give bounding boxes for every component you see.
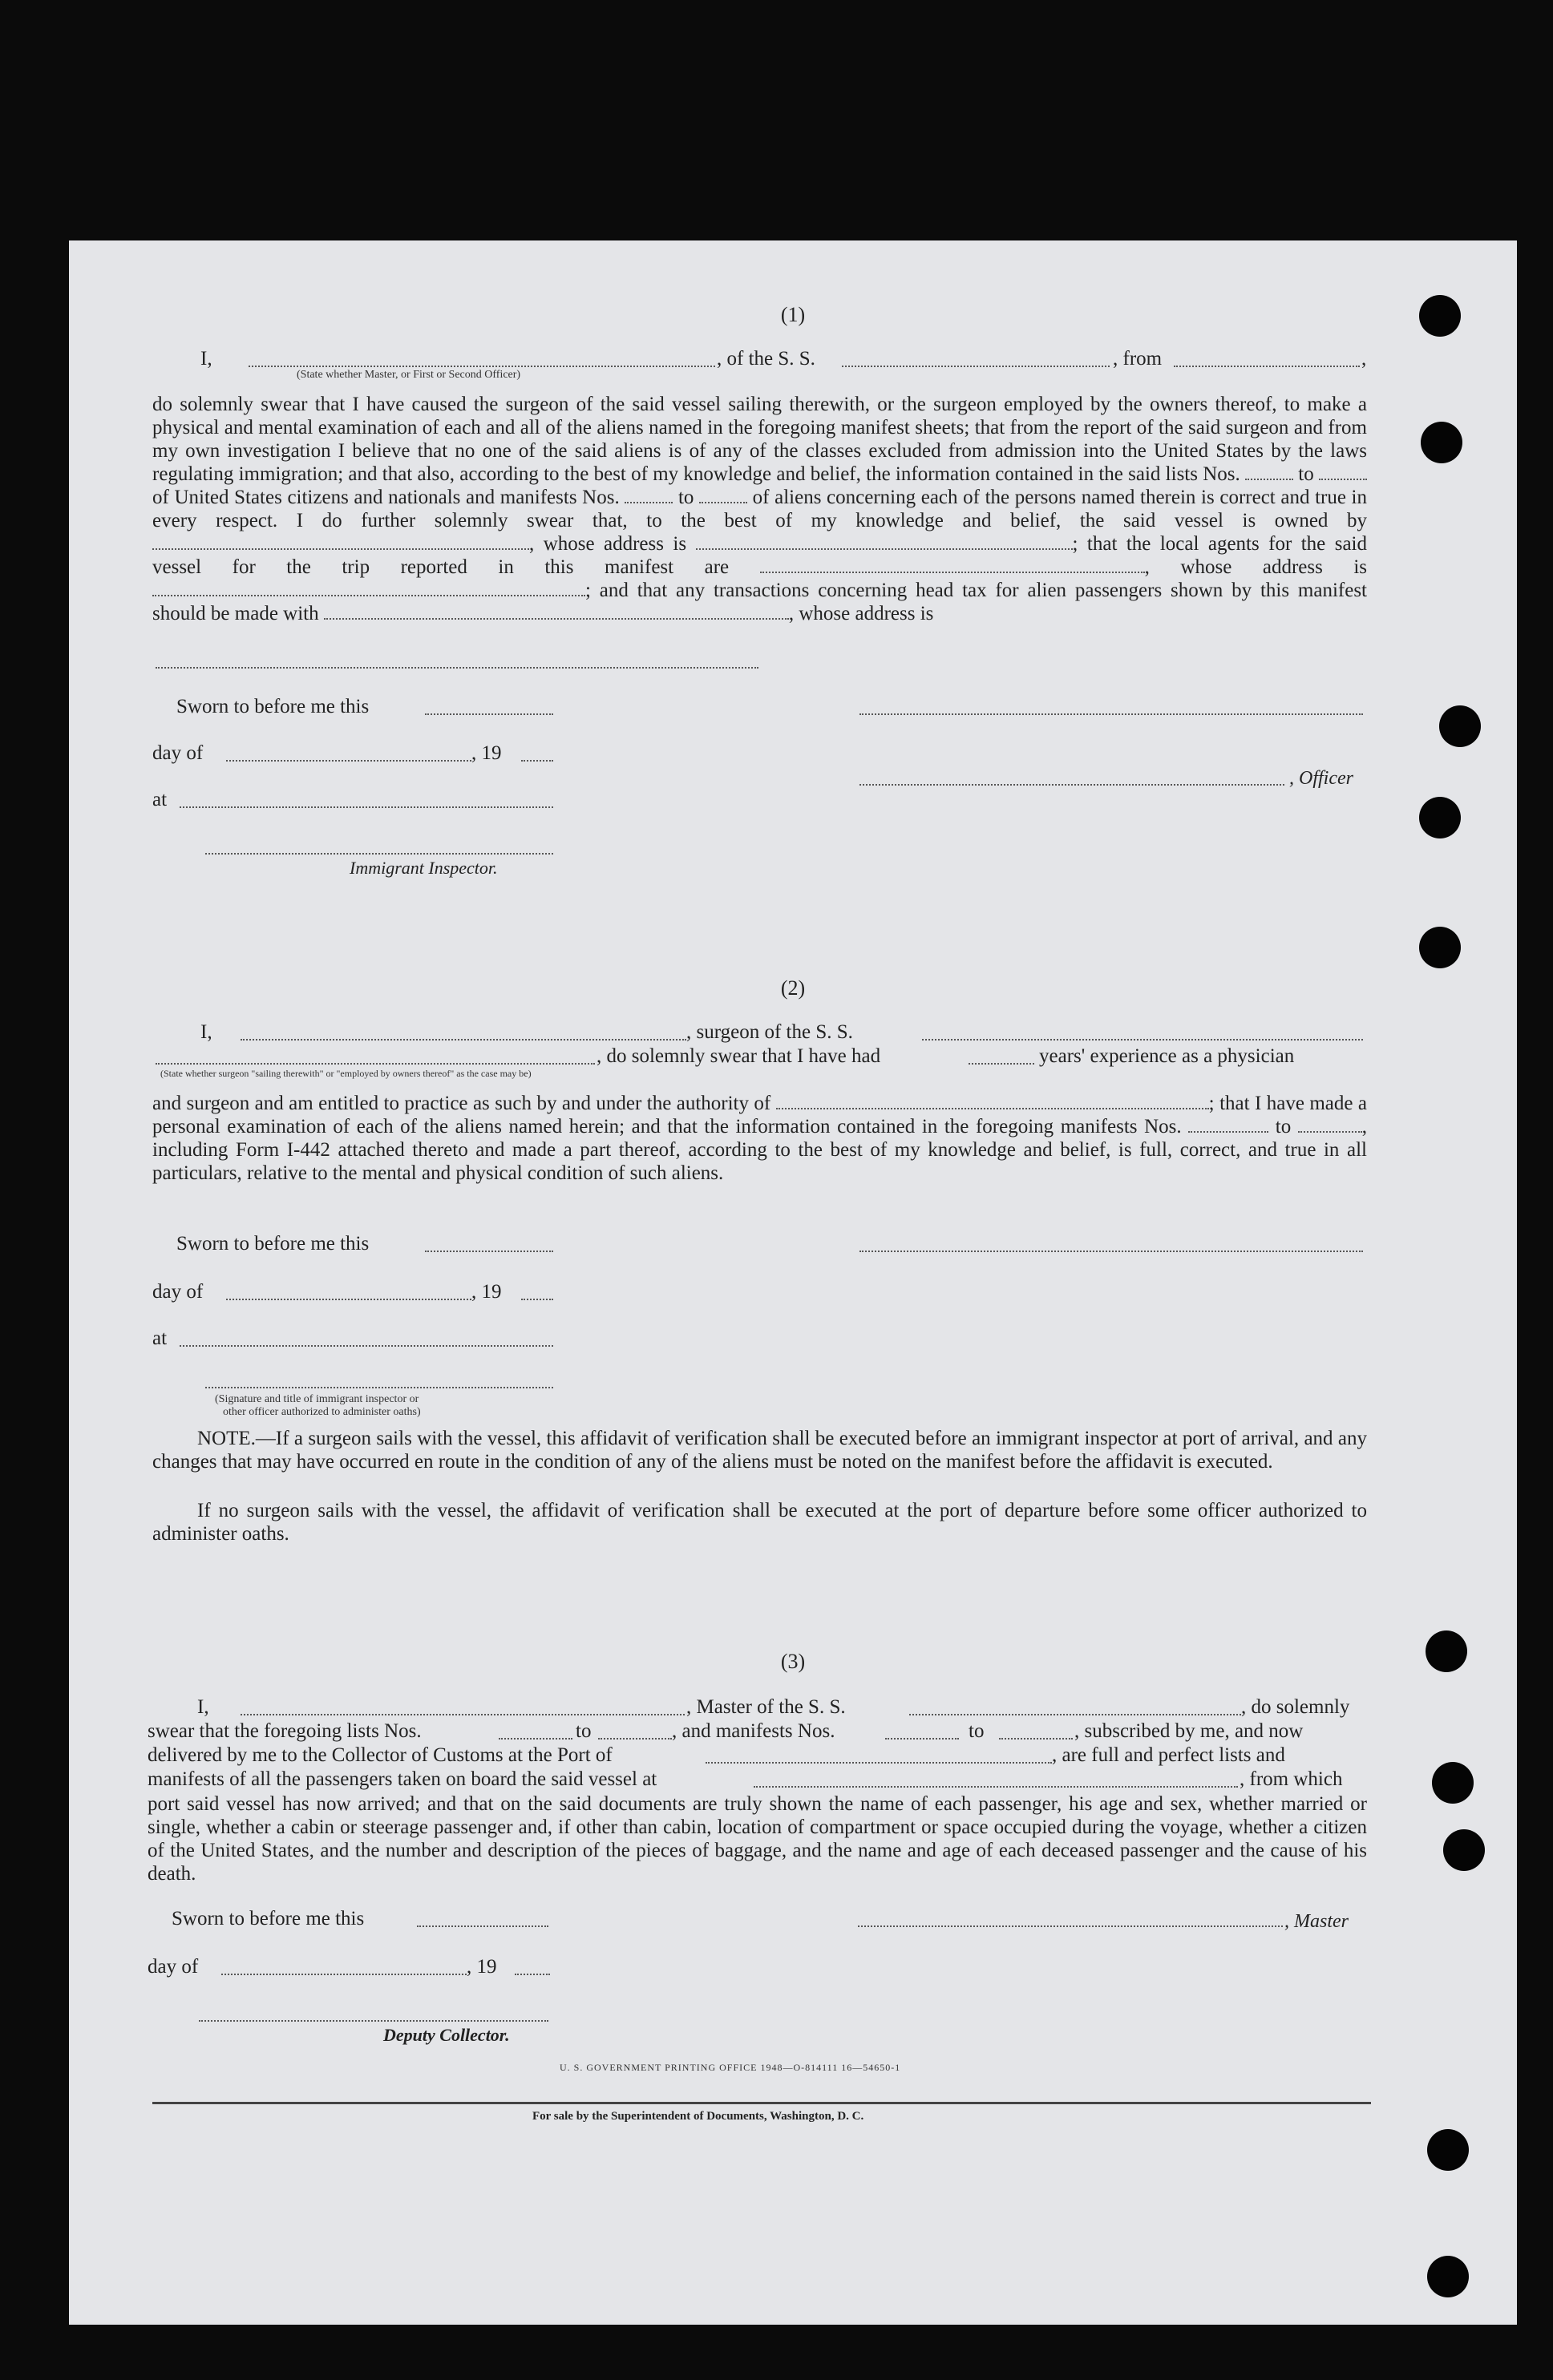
s2-body-c: , including Form I-442 attached thereto and made a part thereof, according to the best of my knowledge and belief, is full, correct, and true in all particulars, relative to the mental and physical condition of such aliens. [152,1116,1368,1184]
s1-year-label: , 19 [471,742,502,764]
s1-head-tax-field[interactable] [324,604,789,620]
punch-hole-7 [1432,1762,1474,1804]
s3-embark-port-field[interactable] [754,1786,1238,1788]
gpo-imprint: U. S. GOVERNMENT PRINTING OFFICE 1948—O-814111 16—54650-1 [560,2062,901,2073]
s2-body-a: and surgeon and am entitled to practice as such by and under the authority of [152,1093,771,1114]
s3-from-which-label: , from which [1240,1768,1343,1790]
s3-port-field[interactable] [706,1762,1052,1764]
sale-notice: For sale by the Superintendent of Documents, Washington, D. C. [532,2110,864,2123]
s2-semi: ; [1208,1093,1215,1114]
s3-collector-signature-field[interactable] [199,2020,548,2022]
s3-full-perfect-label: , are full and perfect lists and [1052,1744,1285,1766]
s2-sworn-day-field[interactable] [425,1251,553,1252]
s2-note-2-text: If no surgeon sails with the vessel, the affidavit of verification shall be executed at the port of departure before some officer authorized to administer oaths. [152,1500,1367,1545]
punch-hole-2 [1421,422,1462,463]
s1-body-f: ; and that any transactions concerning head tax for alien passengers shown by this manifest should be made with [152,580,1367,624]
s2-ship-name-field[interactable] [922,1039,1363,1040]
s1-inspector-label: Immigrant Inspector. [350,858,498,878]
s2-at-field[interactable] [180,1345,553,1347]
s1-day-of-label: day of [152,742,204,764]
s1-head-tax-address-field[interactable] [156,667,758,669]
footer-rule [152,2102,1371,2104]
s2-surgeon-name-field[interactable] [241,1039,686,1040]
s2-manifests-to-field[interactable] [1298,1117,1362,1133]
s3-lists-from-field[interactable] [499,1738,572,1740]
s1-from-field[interactable] [1174,366,1360,367]
s1-officer-name-field[interactable] [859,784,1284,786]
s3-year-field[interactable] [515,1974,550,1975]
s3-master-name-field[interactable] [241,1714,685,1715]
s3-month-field[interactable] [221,1974,467,1975]
s1-owner-address-field[interactable] [696,534,1073,550]
s1-inspector-signature-field[interactable] [205,853,553,855]
s1-officer-label: , Officer [1289,768,1353,789]
s1-sworn-label: Sworn to before me this [176,696,370,717]
s1-from-label: , from [1113,348,1163,370]
s2-year-label: , 19 [471,1281,502,1303]
s2-years-label: years' experience as a physician [1039,1045,1295,1067]
s1-rank-caption: (State whether Master, or First or Second Officer) [297,369,521,381]
s3-lists-to-field[interactable] [598,1738,672,1740]
s3-i-label: I, [197,1696,209,1718]
s2-sig-caption-2: other officer authorized to administer oaths) [223,1406,421,1418]
s1-oath-body [152,393,1367,625]
punch-hole-5 [1419,927,1461,968]
s1-body-e: whose address is [1180,556,1368,578]
s1-whose-address-1: , whose address is [529,533,687,555]
s2-note-1-text: NOTE.—If a surgeon sails with the vessel, this affidavit of verification shall be executed before an immigrant inspector at port of arrival, and any changes that may have occurred en route in the condition of any of the aliens must be noted on the manifest before the affidavit is executed. [152,1428,1367,1473]
s2-note-1 [152,1427,1367,1473]
punch-hole-8 [1443,1829,1485,1871]
s2-surgeon-status-field[interactable] [156,1063,595,1065]
s1-agents-address-field[interactable] [152,580,585,596]
s1-month-field[interactable] [226,760,471,762]
s3-year-label: , 19 [467,1956,497,1978]
s2-to: to [1275,1116,1292,1137]
s3-ship-name-field[interactable] [909,1714,1241,1715]
s2-note-2 [152,1499,1367,1546]
s1-agents-field[interactable] [760,557,1145,573]
s3-swear-label: swear that the foregoing lists Nos. [148,1720,422,1742]
s1-year-field[interactable] [521,760,553,762]
s1-to-1: to [1298,463,1314,485]
s1-of-ss-label: , of the S. S. [717,348,815,370]
s1-ship-name-field[interactable] [842,366,1110,367]
s3-body: port said vessel has now arrived; and that on the said documents are truly shown the name of each passenger, his age and sex, whether married or single, whether a cabin or steerage passenger and, if other than cabin, location of compartment or space occupied during the voyage, whether a citizen of the United States, and the number and description of the pieces of baggage, and the name and age of each deceased passenger and the cause of his death. [148,1793,1367,1885]
s1-comma: , [1361,348,1367,370]
s1-body-g: , whose address is [788,603,934,624]
s1-owner-field[interactable] [152,534,529,550]
s3-manifests-to-field[interactable] [999,1738,1073,1740]
s1-sworn-day-field[interactable] [425,713,553,715]
s1-body-c: of aliens concerning each of the persons named therein is correct and true in every respect. I do further solemnly swear that, to the best of my knowledge and belief, the said vessel is owned by [152,487,1368,531]
s2-surgeon-signature-field[interactable] [859,1251,1363,1252]
s2-years-field[interactable] [969,1063,1034,1065]
s3-and-manifests-label: , and manifests Nos. [672,1720,835,1742]
s2-body-b: that I have made a personal examination of each of the aliens named herein; and that the information contained in the foregoing manifests Nos. [152,1093,1368,1137]
s3-manifests-all-label: manifests of all the passengers taken on board the said vessel at [148,1768,657,1790]
s2-year-field[interactable] [521,1299,553,1300]
s3-master-label: , Master [1284,1911,1349,1932]
s2-do-swear-label: , do solemnly swear that I have had [597,1045,881,1067]
punch-hole-9 [1427,2129,1469,2171]
s2-authority-field[interactable] [776,1093,1209,1109]
s1-rank-field[interactable] [249,366,715,367]
s3-manifests-from-field[interactable] [885,1738,959,1740]
s1-i-label: I, [200,348,212,370]
s1-body-d: that the local agents for the said vessel for the trip reported in this manifest are [152,533,1367,578]
s2-i-label: I, [200,1021,212,1043]
s3-master-of-label: , Master of the S. S. [686,1696,846,1718]
s3-to-1: to [576,1720,592,1742]
s1-comma-2: , [1144,556,1150,578]
s3-do-solemnly-label: , do solemnly [1241,1696,1350,1718]
punch-hole-3 [1439,705,1481,747]
s3-collector-label: Deputy Collector. [383,2025,510,2045]
s3-to-2: to [969,1720,985,1742]
s3-delivered-label: delivered by me to the Collector of Customs at the Port of [148,1744,613,1766]
s1-at-label: at [152,789,168,810]
s1-body-a: do solemnly swear that I have caused the surgeon of the said vessel sailing therewith, or the surgeon employed by the owners thereof, to make a physical and mental examination of each and all of the aliens named in the foregoing manifest sheets; that from the report of the said surgeon and from my own investigation I believe that no one of the said aliens is of any of the classes excluded from admission into the United States by the laws regulating immigration; and that also, according to the best of my knowledge and belief, the information contained in the said lists Nos. [152,394,1367,485]
s3-subscribed-label: , subscribed by me, and now [1074,1720,1304,1742]
section-2-number: (2) [780,976,806,1000]
s2-manifests-from-field[interactable] [1188,1117,1268,1133]
s2-sig-caption-1: (Signature and title of immigrant inspector or [215,1393,419,1405]
punch-hole-4 [1419,797,1461,838]
s1-lists-to-field[interactable] [1319,464,1367,480]
s2-month-field[interactable] [226,1299,471,1300]
s2-inspector-signature-field[interactable] [205,1387,553,1388]
s2-day-of-label: day of [152,1281,204,1303]
s2-status-caption: (State whether surgeon "sailing therewith" or "employed by owners thereof" as the case may be) [160,1068,532,1079]
s3-sworn-label: Sworn to before me this [172,1908,365,1929]
s2-at-label: at [152,1327,168,1349]
s3-day-of-label: day of [148,1956,199,1978]
s1-manifests-to-field[interactable] [699,487,747,503]
s1-manifests-from-field[interactable] [625,487,673,503]
s3-master-signature-field[interactable] [858,1925,1283,1927]
s2-surgeon-of-label: , surgeon of the S. S. [686,1021,853,1043]
s1-body-b: of United States citizens and nationals and manifests Nos. [152,487,620,508]
s1-at-field[interactable] [180,806,553,808]
s2-sworn-label: Sworn to before me this [176,1233,370,1255]
s1-lists-from-field[interactable] [1245,464,1293,480]
s1-officer-signature-field[interactable] [859,713,1363,715]
section-3-number: (3) [780,1650,806,1673]
s1-semi-1: ; [1072,533,1078,555]
s2-oath-body [152,1092,1367,1185]
s1-to-2: to [677,487,694,508]
s3-sworn-day-field[interactable] [417,1925,548,1927]
punch-hole-10 [1427,2256,1469,2297]
section-1-number: (1) [780,303,806,326]
